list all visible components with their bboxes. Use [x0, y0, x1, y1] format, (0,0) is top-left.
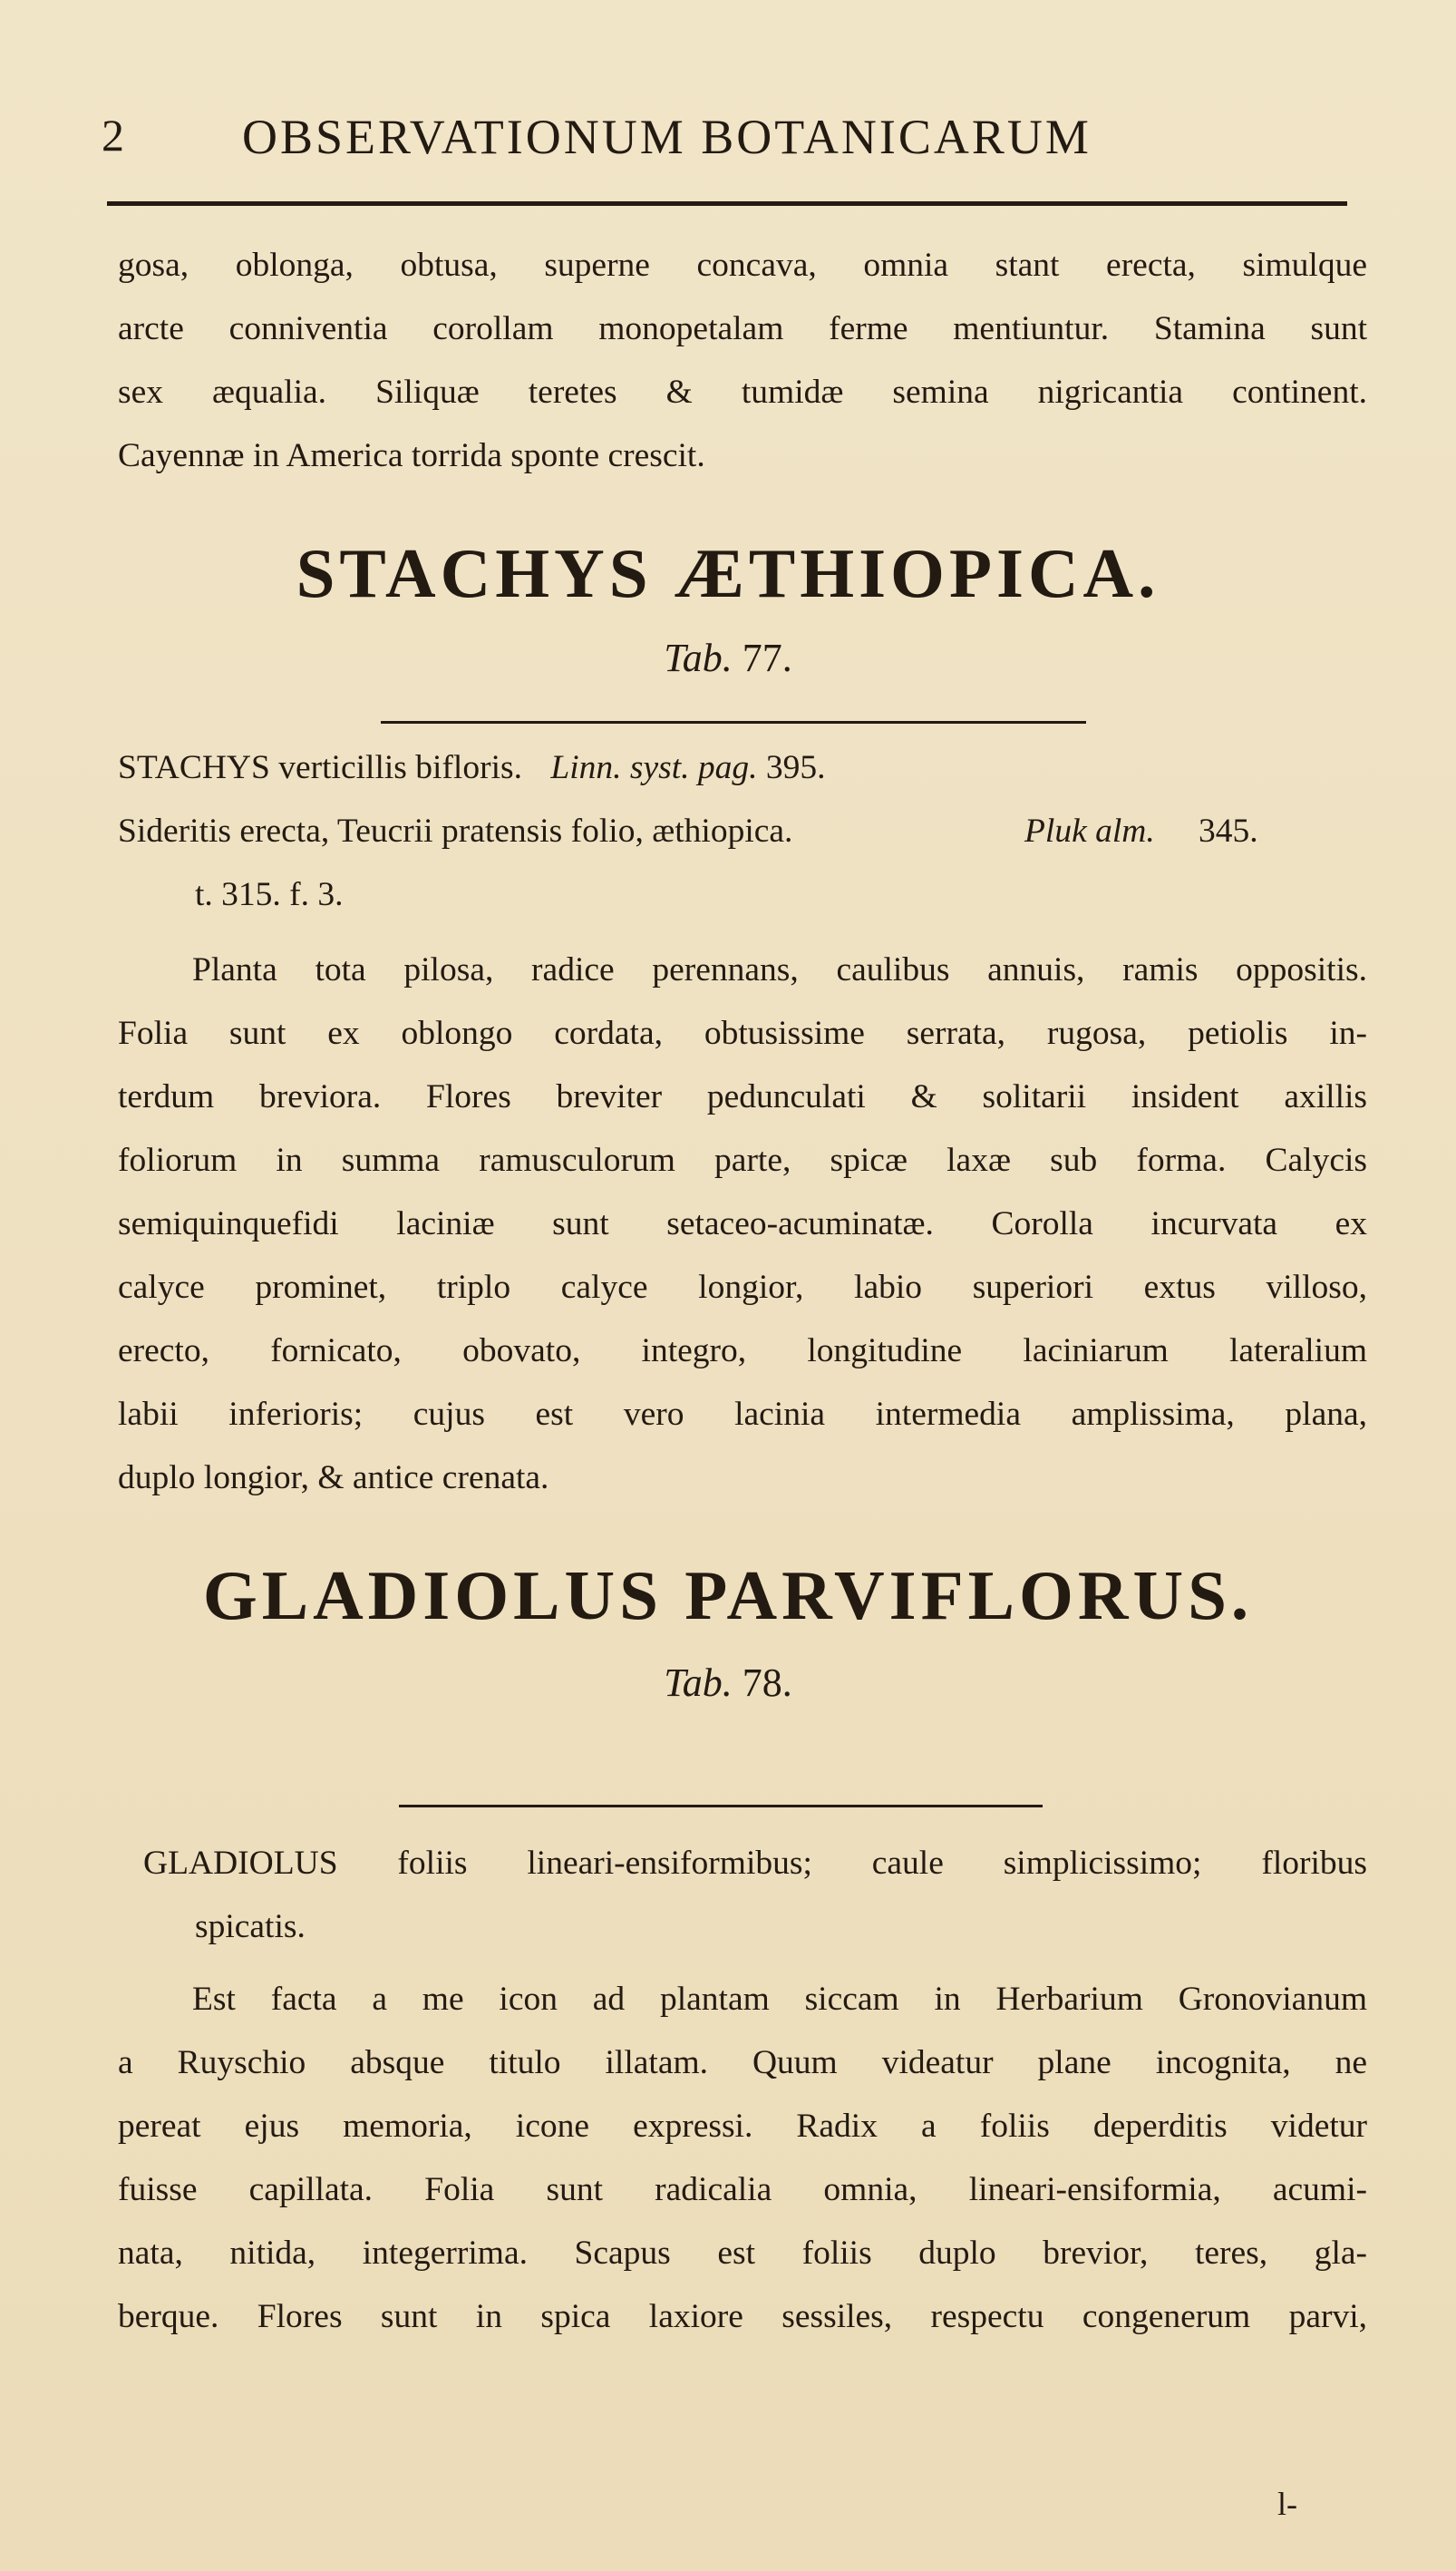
citation: Linn. syst. pag.: [550, 749, 758, 786]
citation-number: 345.: [1199, 813, 1258, 850]
citation-number: 395.: [765, 749, 826, 786]
section-title-stachys: STACHYS ÆTHIOPICA.: [296, 534, 1160, 612]
synonym-line: [118, 748, 826, 787]
synonym-line: [118, 812, 1342, 851]
body-line: Est facta a me icon ad plantam siccam in Herbarium Gronovianum: [192, 1981, 1367, 2018]
body-line: calyce prominet, triplo calyce longior, labio superiori extus villoso,: [118, 1269, 1367, 1306]
catchword: l-: [1277, 2486, 1297, 2522]
body-line: berque. Flores sunt in spica laxiore sessiles, respectu congenerum parvi,: [118, 2298, 1367, 2335]
running-title: OBSERVATIONUM BOTANICARUM: [242, 110, 1092, 164]
synonym-text: STACHYS verticillis bifloris.: [118, 749, 522, 786]
synonym-line: spicatis.: [195, 1908, 306, 1945]
intro-line: Cayennæ in America torrida sponte crescit.: [118, 437, 705, 474]
body-line: fuisse capillata. Folia sunt radicalia omnia, lineari-ensiformia, acumi-: [118, 2171, 1367, 2208]
body-line: pereat ejus memoria, icone expressi. Radix a foliis deperditis videtur: [118, 2108, 1367, 2145]
tab-label: Tab.: [664, 1660, 733, 1705]
intro-line: gosa, oblonga, obtusa, superne concava, omnia stant erecta, simulque: [118, 247, 1367, 284]
page-header: [102, 102, 1356, 174]
section-rule: [399, 1805, 1043, 1807]
intro-line: sex æqualia. Siliquæ teretes & tumidæ semina nigricantia continent.: [118, 374, 1367, 411]
synonym-line: GLADIOLUS foliis lineari-ensiformibus; caule simplicissimo; floribus: [143, 1845, 1367, 1882]
tab-number: 78.: [742, 1660, 792, 1705]
body-line: labii inferioris; cujus est vero lacinia intermedia amplissima, plana,: [118, 1396, 1367, 1433]
body-line: semiquinquefidi laciniæ sunt setaceo-acuminatæ. Corolla incurvata ex: [118, 1205, 1367, 1242]
body-line: nata, nitida, integerrima. Scapus est foliis duplo brevior, teres, gla-: [118, 2235, 1367, 2272]
citation: Pluk alm.: [1024, 813, 1155, 850]
body-line: Planta tota pilosa, radice perennans, caulibus annuis, ramis oppositis.: [192, 951, 1367, 988]
body-line: Folia sunt ex oblongo cordata, obtusissime serrata, rugosa, petiolis in-: [118, 1015, 1367, 1052]
header-rule: [107, 201, 1347, 206]
body-line: erecto, fornicato, obovato, integro, longitudine laciniarum lateralium: [118, 1332, 1367, 1369]
tab-label: Tab.: [664, 636, 733, 680]
body-line: terdum breviora. Flores breviter pedunculati & solitarii insident axillis: [118, 1078, 1367, 1115]
plate-reference-stachys: [0, 635, 1456, 681]
body-line: a Ruyschio absque titulo illatam. Quum videatur plane incognita, ne: [118, 2044, 1367, 2081]
synonym-text: Sideritis erecta, Teucrii pratensis folio, æthiopica.: [118, 813, 793, 850]
section-title-gladiolus: GLADIOLUS PARVIFLORUS.: [202, 1556, 1254, 1634]
body-line: duplo longior, & antice crenata.: [118, 1459, 549, 1496]
tab-number: 77.: [742, 636, 792, 680]
section-rule: [381, 721, 1086, 724]
body-line: foliorum in summa ramusculorum parte, spicæ laxæ sub forma. Calycis: [118, 1142, 1367, 1179]
intro-line: arcte conniventia corollam monopetalam ferme mentiuntur. Stamina sunt: [118, 310, 1367, 347]
plate-citation: t. 315. f. 3.: [195, 876, 344, 913]
plate-reference-gladiolus: [0, 1660, 1456, 1706]
page-number: 2: [102, 110, 124, 161]
